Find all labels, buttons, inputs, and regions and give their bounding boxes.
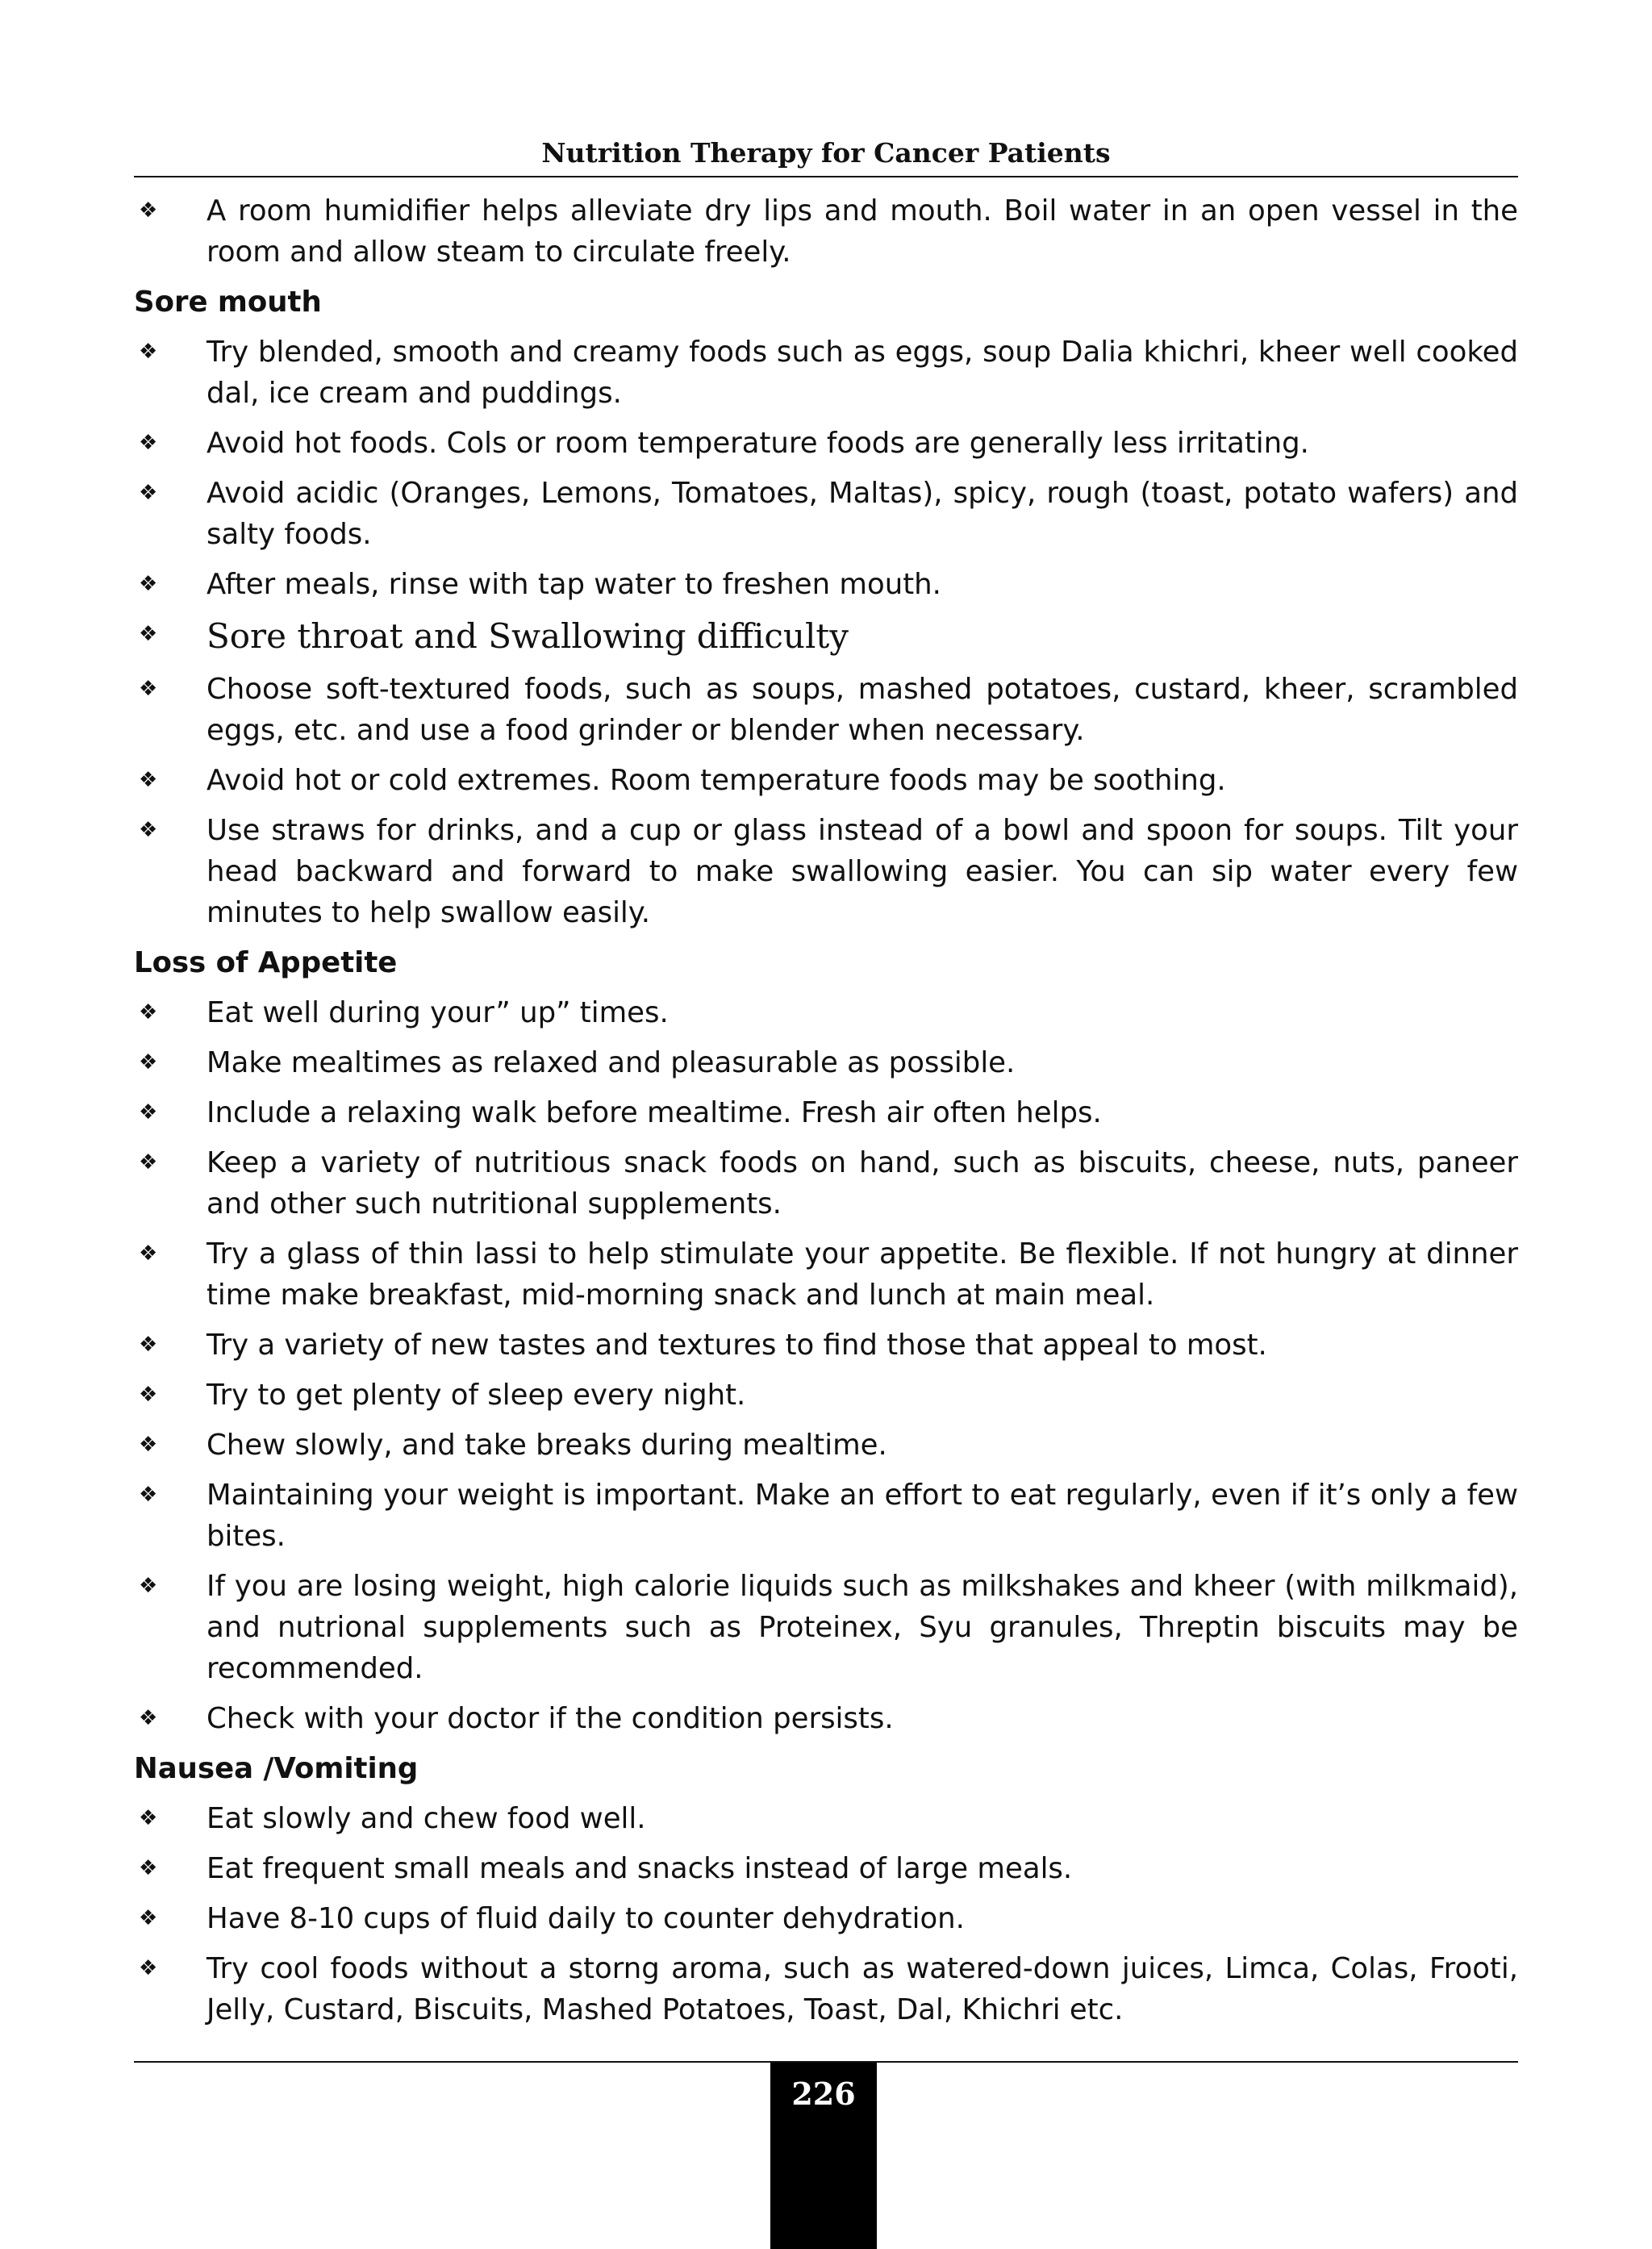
- bullet-diamond-icon: ❖: [139, 198, 158, 223]
- section: [134, 1748, 1518, 2030]
- bullet-diamond-icon: ❖: [139, 818, 158, 842]
- list-item-text: Avoid hot foods. Cols or room temperature foods are generally less irritating.: [206, 427, 1309, 460]
- list-item-text: Avoid hot or cold extremes. Room temperature foods may be soothing.: [206, 764, 1226, 797]
- bullet-diamond-icon: ❖: [139, 677, 158, 701]
- list-item: [134, 423, 1518, 464]
- bullet-diamond-icon: ❖: [139, 1806, 158, 1830]
- list-item-text: Check with your doctor if the condition persists.: [206, 1702, 894, 1735]
- list-item-text: Maintaining your weight is important. Make an effort to eat regularly, even if it’s only a few bites.: [206, 1479, 1518, 1553]
- header-rule: [134, 176, 1518, 177]
- list-item: [134, 1142, 1518, 1225]
- list-item-text: Eat well during your” up” times.: [206, 996, 669, 1029]
- bullet-diamond-icon: ❖: [139, 768, 158, 792]
- section: [134, 942, 1518, 1739]
- list-item: [134, 1698, 1518, 1739]
- list-item-text: If you are losing weight, high calorie liquids such as milkshakes and kheer (with milkmaid), and nutrional supplements such as Proteinex, Syu granules, Threptin biscuits may be recommended.: [206, 1570, 1518, 1685]
- section: [134, 190, 1518, 273]
- list-item-text: Try a variety of new tastes and textures to find those that appeal to most.: [206, 1329, 1267, 1362]
- list-item-text: Chew slowly, and take breaks during mealtime.: [206, 1429, 887, 1462]
- bullet-diamond-icon: ❖: [139, 1574, 158, 1598]
- bullet-diamond-icon: ❖: [139, 340, 158, 364]
- list-item-text: Use straws for drinks, and a cup or glass instead of a bowl and spoon for soups. Tilt your head backward and forward to make swallowing easier. You can sip water every few minutes to help swallow easily.: [206, 814, 1518, 929]
- list-item: [134, 564, 1518, 605]
- list-item: [134, 760, 1518, 801]
- list-item-text: A room humidifier helps alleviate dry lips and mouth. Boil water in an open vessel in the room and allow steam to circulate freely.: [206, 194, 1518, 269]
- section-heading: Sore mouth: [134, 286, 322, 319]
- list-item-text: Sore throat and Swallowing difficulty: [206, 616, 849, 656]
- list-item-text: Try blended, smooth and creamy foods such as eggs, soup Dalia khichri, kheer well cooked dal, ice cream and puddings.: [206, 336, 1518, 410]
- list-item-text: After meals, rinse with tap water to freshen mouth.: [206, 568, 941, 601]
- section: [134, 282, 1518, 933]
- list-item: [134, 1425, 1518, 1466]
- list-item: [134, 1325, 1518, 1366]
- page-number: 226: [791, 2076, 856, 2112]
- bullet-diamond-icon: ❖: [139, 1383, 158, 1407]
- bullet-diamond-icon: ❖: [139, 1100, 158, 1124]
- list-item: [134, 190, 1518, 273]
- list-item: [134, 614, 1518, 659]
- bullet-diamond-icon: ❖: [139, 572, 158, 596]
- list-item: [134, 1233, 1518, 1316]
- bullet-diamond-icon: ❖: [139, 1050, 158, 1074]
- list-item: [134, 1092, 1518, 1133]
- list-item: [134, 1848, 1518, 1889]
- bullet-diamond-icon: ❖: [139, 1856, 158, 1880]
- bullet-diamond-icon: ❖: [139, 1483, 158, 1507]
- list-item: [134, 1566, 1518, 1689]
- list-item-text: Have 8-10 cups of fluid daily to counter dehydration.: [206, 1902, 965, 1935]
- page-number-box: [770, 2063, 877, 2249]
- section-heading: Nausea /Vomiting: [134, 1752, 419, 1785]
- list-item-text: Try cool foods without a storng aroma, such as watered-down juices, Limca, Colas, Frooti, Jelly, Custard, Biscuits, Mashed Potatoes, Toast, Dal, Khichri etc.: [206, 1952, 1518, 2026]
- list-item: [134, 810, 1518, 933]
- bullet-diamond-icon: ❖: [139, 1150, 158, 1175]
- list-item-text: Include a relaxing walk before mealtime. Fresh air often helps.: [206, 1096, 1102, 1129]
- list-item: [134, 1948, 1518, 2030]
- bullet-diamond-icon: ❖: [139, 1956, 158, 1980]
- list-item-text: Avoid acidic (Oranges, Lemons, Tomatoes, Maltas), spicy, rough (toast, potato wafers) and salty foods.: [206, 477, 1518, 551]
- list-item-text: Keep a variety of nutritious snack foods on hand, such as biscuits, cheese, nuts, paneer and other such nutritional supplements.: [206, 1146, 1518, 1220]
- list-item-text: Try a glass of thin lassi to help stimulate your appetite. Be flexible. If not hungry at dinner time make breakfast, mid-morning snack and lunch at main meal.: [206, 1237, 1518, 1312]
- bullet-diamond-icon: ❖: [139, 1906, 158, 1930]
- list-item-text: Try to get plenty of sleep every night.: [206, 1379, 746, 1412]
- page-body: [134, 190, 1518, 2039]
- section-heading: Loss of Appetite: [134, 946, 398, 979]
- bullet-diamond-icon: ❖: [139, 431, 158, 455]
- list-item-text: Eat frequent small meals and snacks instead of large meals.: [206, 1852, 1073, 1885]
- list-item-text: Eat slowly and chew food well.: [206, 1802, 646, 1835]
- list-item: [134, 1375, 1518, 1416]
- bullet-diamond-icon: ❖: [139, 1706, 158, 1730]
- bullet-diamond-icon: ❖: [139, 1333, 158, 1357]
- list-item-text: Choose soft-textured foods, such as soups, mashed potatoes, custard, kheer, scrambled eggs, etc. and use a food grinder or blender when necessary.: [206, 673, 1518, 747]
- list-item: [134, 1898, 1518, 1939]
- list-item: [134, 1475, 1518, 1557]
- bullet-diamond-icon: ❖: [139, 1241, 158, 1266]
- list-item: [134, 473, 1518, 555]
- list-item: [134, 1042, 1518, 1083]
- list-item: [134, 992, 1518, 1033]
- list-item: [134, 1798, 1518, 1839]
- list-item: [134, 332, 1518, 414]
- bullet-diamond-icon: ❖: [139, 481, 158, 505]
- list-item: [134, 669, 1518, 751]
- running-header: Nutrition Therapy for Cancer Patients: [541, 137, 1111, 169]
- list-item-text: Make mealtimes as relaxed and pleasurable as possible.: [206, 1046, 1016, 1079]
- bullet-diamond-icon: ❖: [139, 1433, 158, 1457]
- bullet-diamond-icon: ❖: [139, 1000, 158, 1024]
- bullet-diamond-icon: ❖: [139, 622, 158, 646]
